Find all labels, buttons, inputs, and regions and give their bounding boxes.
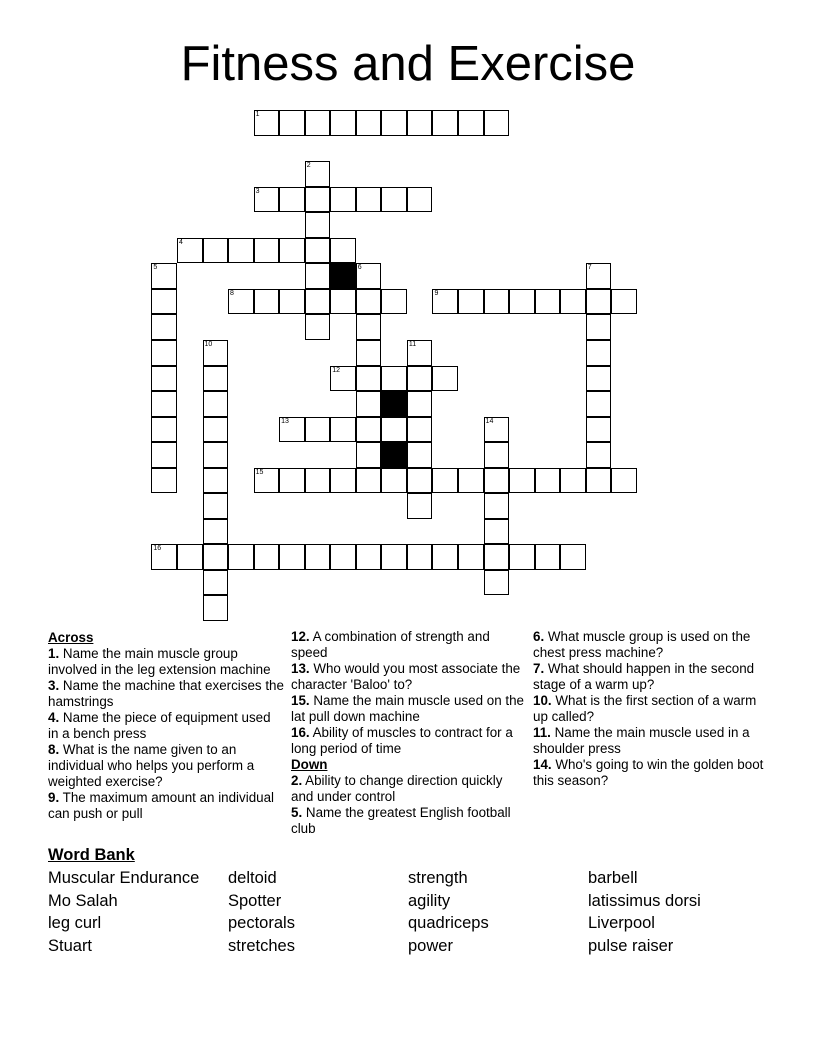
grid-cell[interactable] (407, 493, 433, 519)
grid-cell[interactable] (151, 544, 177, 570)
grid-cell[interactable] (279, 468, 305, 494)
clue-item (533, 757, 769, 789)
clue-number: 3 (255, 187, 260, 195)
grid-cell[interactable] (305, 238, 331, 264)
clue-item (48, 710, 284, 742)
black-cell (330, 263, 356, 289)
word-bank-word: latissimus dorsi (588, 891, 701, 910)
grid-cell[interactable] (560, 289, 586, 315)
clue-item-number: 2. (291, 773, 303, 788)
grid-cell[interactable] (254, 544, 280, 570)
grid-cell[interactable] (151, 289, 177, 315)
grid-cell[interactable] (560, 544, 586, 570)
grid-cell[interactable] (330, 366, 356, 392)
clue-number: 9 (434, 289, 439, 297)
grid-cell[interactable] (586, 417, 612, 443)
clue-item (291, 725, 527, 757)
clue-item (48, 646, 284, 678)
grid-cell[interactable] (381, 110, 407, 136)
grid-cell[interactable] (484, 468, 510, 494)
grid-cell[interactable] (407, 544, 433, 570)
word-bank-word: barbell (588, 869, 638, 887)
clue-item (291, 629, 527, 661)
clue-number: 5 (153, 264, 158, 272)
grid-cell[interactable] (330, 417, 356, 443)
page-title: Fitness and Exercise (180, 37, 636, 91)
grid-cell[interactable] (305, 187, 331, 213)
grid-cell[interactable] (381, 544, 407, 570)
grid-cell[interactable] (151, 340, 177, 366)
grid-cell[interactable] (356, 544, 382, 570)
grid-cell[interactable] (254, 468, 280, 494)
clue-item-text: What is the name given to an individual who helps you perform a weighted exercise? (48, 742, 255, 789)
grid-cell[interactable] (535, 468, 561, 494)
grid-cell[interactable] (535, 289, 561, 315)
grid-cell[interactable] (458, 544, 484, 570)
grid-cell[interactable] (509, 289, 535, 315)
grid-cell[interactable] (203, 417, 229, 443)
word-bank-word: leg curl (48, 914, 102, 933)
clue-item (533, 693, 769, 725)
grid-cell[interactable] (305, 417, 331, 443)
grid-cell[interactable] (203, 493, 229, 519)
clue-number: 11 (408, 340, 417, 348)
grid-cell[interactable] (381, 417, 407, 443)
clue-item-text: Name the main muscle used in a shoulder press (533, 725, 750, 756)
word-bank-word: Liverpool (588, 914, 655, 933)
grid-cell[interactable] (356, 314, 382, 340)
grid-cell[interactable] (432, 468, 458, 494)
grid-cell[interactable] (432, 289, 458, 315)
clue-item-text: What should happen in the second stage of a warm up? (533, 661, 755, 692)
grid-cell[interactable] (432, 366, 458, 392)
grid-cell[interactable] (381, 366, 407, 392)
grid-cell[interactable] (484, 442, 510, 468)
grid-cell[interactable] (151, 314, 177, 340)
clue-item-number: 12. (291, 629, 310, 644)
grid-cell[interactable] (305, 289, 331, 315)
grid-cell[interactable] (407, 417, 433, 443)
grid-cell[interactable] (203, 468, 229, 494)
grid-cell[interactable] (330, 187, 356, 213)
grid-cell[interactable] (356, 442, 382, 468)
clue-item-number: 10. (533, 693, 552, 708)
grid-cell[interactable] (586, 340, 612, 366)
grid-cell[interactable] (254, 289, 280, 315)
grid-cell[interactable] (330, 289, 356, 315)
grid-cell[interactable] (203, 544, 229, 570)
clue-number: 1 (255, 111, 260, 118)
clue-number: 13 (281, 417, 289, 425)
grid-cell[interactable] (305, 468, 331, 494)
grid-cell[interactable] (586, 442, 612, 468)
word-bank-title: Word Bank (48, 846, 135, 864)
word-bank-word: Stuart (48, 937, 93, 956)
clue-item-text: The maximum amount an individual can push or pull (48, 790, 275, 821)
grid-cell[interactable] (586, 263, 612, 289)
word-bank-word: deltoid (228, 869, 277, 887)
clue-item-number: 11. (533, 725, 551, 740)
grid-cell[interactable] (484, 570, 510, 596)
grid-cell[interactable] (356, 417, 382, 443)
grid-cell[interactable] (484, 110, 510, 136)
grid-cell[interactable] (228, 289, 254, 315)
clue-item-text: What is the first section of a warm up called? (533, 693, 757, 724)
word-bank-word: agility (408, 891, 451, 910)
clues-column-2 (291, 629, 527, 837)
clue-item (533, 661, 769, 693)
grid-cell[interactable] (254, 187, 280, 213)
grid-cell[interactable] (509, 544, 535, 570)
grid-cell[interactable] (305, 544, 331, 570)
clue-item-number: 6. (533, 629, 545, 644)
grid-cell[interactable] (203, 238, 229, 264)
clue-heading-across: Across (48, 630, 94, 645)
grid-cell[interactable] (407, 187, 433, 213)
clue-item-text: Name the greatest English football club (291, 805, 511, 836)
grid-cell[interactable] (407, 391, 433, 417)
clue-number: 12 (332, 366, 341, 374)
clue-item (533, 725, 769, 757)
grid-cell[interactable] (458, 468, 484, 494)
grid-cell[interactable] (381, 468, 407, 494)
grid-cell[interactable] (279, 110, 305, 136)
grid-cell[interactable] (586, 289, 612, 315)
clue-item-number: 3. (48, 678, 60, 693)
word-bank-word: pectorals (228, 914, 295, 933)
grid-cell[interactable] (407, 110, 433, 136)
clue-number: 4 (178, 238, 183, 246)
grid-cell[interactable] (151, 442, 177, 468)
grid-cell[interactable] (509, 468, 535, 494)
clue-number: 15 (255, 468, 264, 476)
word-bank-word: Mo Salah (48, 891, 118, 910)
grid-cell[interactable] (203, 340, 229, 366)
grid-cell[interactable] (151, 391, 177, 417)
clue-item (291, 773, 527, 805)
grid-cell[interactable] (484, 544, 510, 570)
grid-cell[interactable] (484, 417, 510, 443)
black-cell (381, 391, 407, 417)
grid-cell[interactable] (535, 544, 561, 570)
grid-cell[interactable] (586, 468, 612, 494)
grid-cell[interactable] (305, 263, 331, 289)
grid-cell[interactable] (407, 442, 433, 468)
clue-number: 16 (153, 545, 162, 553)
clue-item (291, 693, 527, 725)
grid-cell[interactable] (279, 417, 305, 443)
grid-cell[interactable] (330, 110, 356, 136)
clue-number: 10 (204, 340, 213, 348)
clue-item-number: 15. (291, 693, 310, 708)
grid-cell[interactable] (586, 314, 612, 340)
grid-cell[interactable] (407, 340, 433, 366)
clue-item-number: 4. (48, 710, 60, 725)
grid-cell[interactable] (381, 289, 407, 315)
clue-item-text: A combination of strength and speed (291, 629, 490, 660)
grid-cell[interactable] (151, 366, 177, 392)
clue-item (48, 678, 284, 710)
grid-cell[interactable] (407, 366, 433, 392)
clue-number: 14 (485, 417, 494, 425)
clues-column-1 (48, 629, 284, 822)
clue-item-number: 9. (48, 790, 60, 805)
clue-item-number: 5. (291, 805, 303, 820)
clue-number: 7 (587, 264, 592, 272)
clue-item-number: 13. (291, 661, 310, 676)
grid-cell[interactable] (203, 595, 229, 621)
grid-cell[interactable] (203, 366, 229, 392)
black-cell (381, 442, 407, 468)
clue-item-number: 1. (48, 646, 60, 661)
grid-cell[interactable] (586, 391, 612, 417)
grid-cell[interactable] (203, 442, 229, 468)
grid-cell[interactable] (560, 468, 586, 494)
grid-cell[interactable] (203, 391, 229, 417)
grid-cell[interactable] (432, 110, 458, 136)
clue-item (291, 805, 527, 837)
clue-item (48, 742, 284, 790)
clue-item-text: Who's going to win the golden boot this season? (533, 757, 764, 788)
word-bank-word: stretches (228, 937, 295, 956)
grid-cell[interactable] (330, 238, 356, 264)
grid-cell[interactable] (356, 468, 382, 494)
grid-cell[interactable] (611, 289, 637, 315)
grid-cell[interactable] (484, 493, 510, 519)
word-bank-word: Spotter (228, 891, 282, 910)
grid-cell[interactable] (305, 314, 331, 340)
clue-item-text: What muscle group is used on the chest press machine? (533, 629, 751, 660)
word-bank-word: power (408, 937, 453, 956)
grid-cell[interactable] (330, 544, 356, 570)
word-bank-word: Muscular Endurance (48, 869, 200, 887)
clue-item-number: 8. (48, 742, 60, 757)
grid-cell[interactable] (279, 238, 305, 264)
grid-cell[interactable] (279, 544, 305, 570)
grid-cell[interactable] (279, 187, 305, 213)
grid-cell[interactable] (356, 340, 382, 366)
grid-cell[interactable] (151, 468, 177, 494)
grid-cell[interactable] (484, 289, 510, 315)
grid-cell[interactable] (151, 417, 177, 443)
grid-cell[interactable] (279, 289, 305, 315)
grid-cell[interactable] (203, 519, 229, 545)
grid-cell[interactable] (356, 289, 382, 315)
clue-number: 2 (306, 162, 311, 170)
grid-cell[interactable] (611, 468, 637, 494)
grid-cell[interactable] (254, 238, 280, 264)
grid-cell[interactable] (330, 468, 356, 494)
grid-cell[interactable] (356, 263, 382, 289)
clue-heading-down: Down (291, 757, 328, 772)
grid-cell[interactable] (356, 110, 382, 136)
grid-cell[interactable] (151, 263, 177, 289)
grid-cell[interactable] (228, 544, 254, 570)
grid-cell[interactable] (305, 110, 331, 136)
clue-number: 8 (230, 289, 234, 297)
grid-cell[interactable] (254, 110, 280, 136)
word-bank-word: pulse raiser (588, 937, 674, 956)
grid-cell[interactable] (203, 570, 229, 596)
grid-cell[interactable] (228, 238, 254, 264)
clues-column-3 (533, 629, 769, 789)
clue-item-number: 7. (533, 661, 545, 676)
word-bank-word: quadriceps (408, 914, 489, 933)
clue-item-text: Who would you most associate the character 'Baloo' to? (291, 661, 521, 692)
clue-item-number: 16. (291, 725, 310, 740)
grid-cell[interactable] (458, 289, 484, 315)
grid-cell[interactable] (586, 366, 612, 392)
grid-cell[interactable] (356, 187, 382, 213)
grid-cell[interactable] (356, 366, 382, 392)
grid-cell[interactable] (305, 161, 331, 187)
clue-item-text: Ability to change direction quickly and under control (291, 773, 503, 804)
clue-item (48, 790, 284, 822)
grid-cell[interactable] (177, 238, 203, 264)
grid-cell[interactable] (407, 468, 433, 494)
grid-cell[interactable] (305, 212, 331, 238)
grid-cell[interactable] (484, 519, 510, 545)
grid-cell[interactable] (381, 187, 407, 213)
grid-cell[interactable] (458, 110, 484, 136)
clue-item-text: Name the main muscle group involved in the leg extension machine (48, 646, 271, 677)
grid-cell[interactable] (356, 391, 382, 417)
clue-item-text: Name the machine that exercises the hamstrings (48, 678, 284, 709)
clue-item-number: 14. (533, 757, 552, 772)
grid-cell[interactable] (177, 544, 203, 570)
clue-item (533, 629, 769, 661)
clue-item-text: Name the main muscle used on the lat pull down machine (291, 693, 524, 724)
clue-item-text: Name the piece of equipment used in a bench press (48, 710, 271, 741)
clue-item (291, 661, 527, 693)
grid-cell[interactable] (432, 544, 458, 570)
clue-number: 6 (357, 264, 362, 272)
clue-item-text: Ability of muscles to contract for a long period of time (291, 725, 513, 756)
word-bank-word: strength (408, 869, 468, 887)
